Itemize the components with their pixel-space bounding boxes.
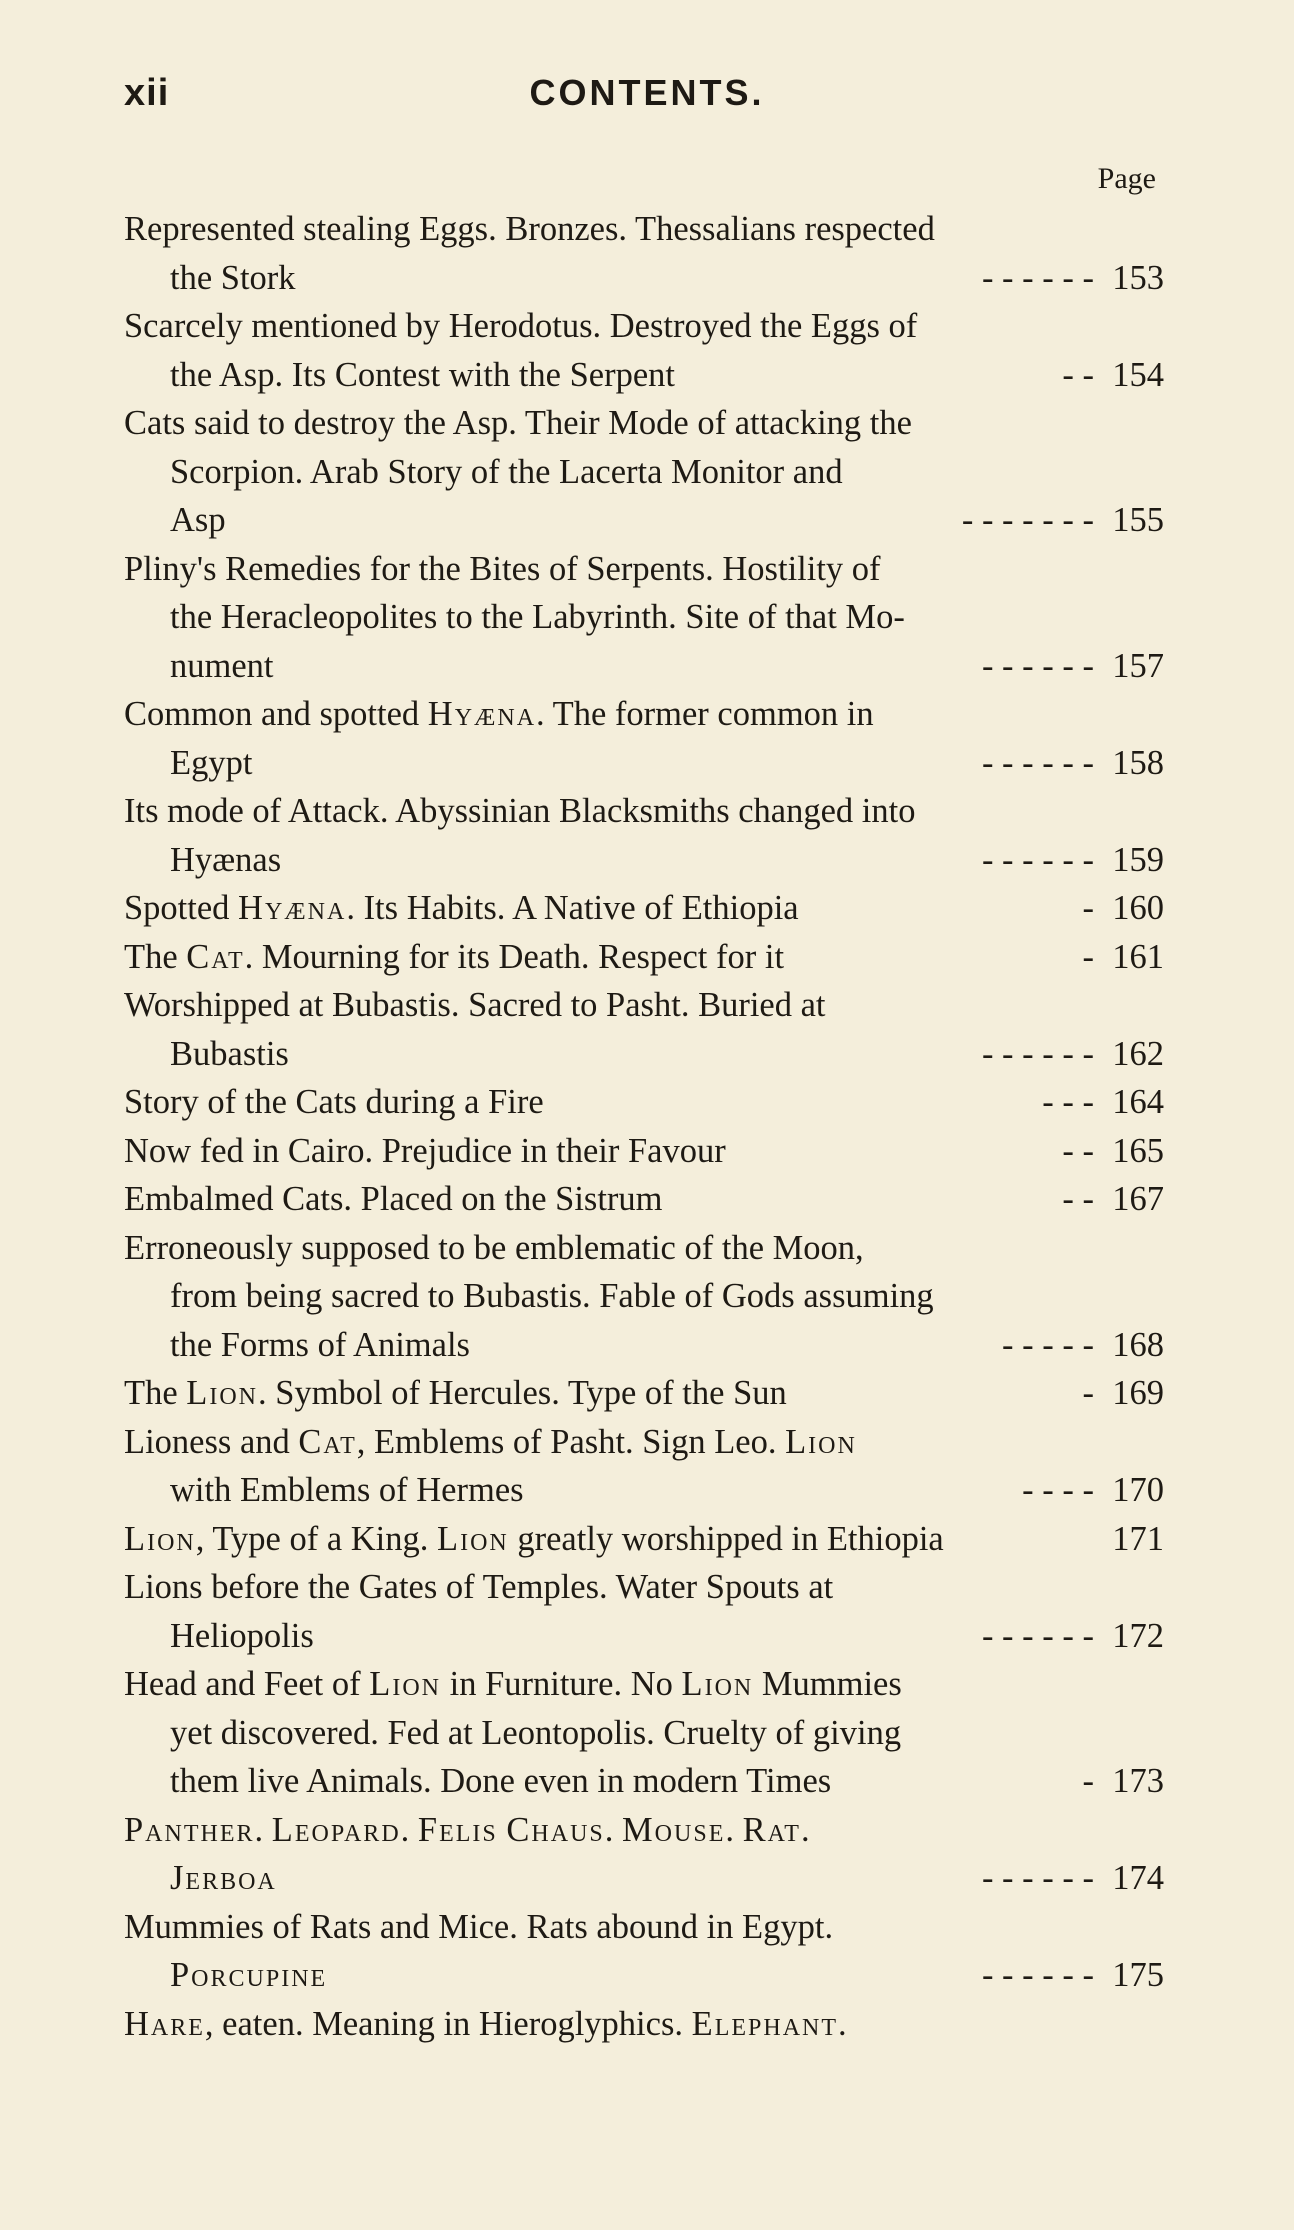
toc-entry-text: Embalmed Cats. Placed on the Sistrum — [124, 1180, 663, 1218]
toc-page-number: 161 — [1112, 937, 1164, 976]
dot-leader: - - — [1062, 1131, 1094, 1170]
dot-leader: - - - - - - — [981, 258, 1094, 297]
toc-page-number: 168 — [1112, 1325, 1164, 1364]
toc-entry — [124, 2000, 1164, 2049]
toc-entry-text: the Stork — [170, 258, 296, 297]
toc-entry-text: the Forms of Animals — [170, 1325, 470, 1364]
toc-entry-text: Head and Feet of Lion in Furniture. No Lion Mummies — [124, 1665, 902, 1703]
toc-entry-line — [124, 981, 1164, 1030]
toc-entry-line — [124, 1127, 1164, 1176]
toc-entry-line — [124, 642, 1164, 691]
toc-entry-text: Bubastis — [170, 1034, 289, 1073]
toc-entry-line — [124, 399, 1164, 448]
toc-entry-text: Lioness and Cat, Emblems of Pasht. Sign Leo. Lion — [124, 1422, 857, 1461]
toc-page-number: 160 — [1112, 889, 1164, 927]
toc-entry-line — [124, 254, 1164, 303]
toc-page-number: 158 — [1112, 743, 1164, 782]
dot-leader: - - - - - - — [981, 743, 1094, 782]
toc-entry-line — [124, 351, 1164, 400]
toc-entry-line — [124, 1660, 1164, 1709]
toc-entry-text: Now fed in Cairo. Prejudice in their Favour — [124, 1131, 726, 1170]
toc-entry — [124, 1515, 1164, 1564]
page-number: xii — [124, 72, 170, 114]
toc-entry-line — [124, 1612, 1164, 1661]
toc-entry-text: with Emblems of Hermes — [170, 1471, 524, 1509]
toc-entry-line — [124, 1175, 1164, 1224]
toc-entry — [124, 1175, 1164, 1224]
toc-entry-line — [124, 1466, 1164, 1515]
toc-page-number: 153 — [1112, 258, 1164, 297]
toc-entry-text: Cats said to destroy the Asp. Their Mode of attacking the — [124, 404, 912, 442]
dot-leader: - - - - — [1022, 1471, 1094, 1509]
toc-page-number: 155 — [1112, 501, 1164, 539]
toc-entry — [124, 1369, 1164, 1418]
toc-entry — [124, 1127, 1164, 1176]
dot-leader: - - - — [1042, 1083, 1094, 1121]
toc-entry-line — [124, 1903, 1164, 1952]
toc-page-number: 154 — [1112, 355, 1164, 394]
toc-entry-line — [124, 1078, 1164, 1127]
toc-entry-text: Scorpion. Arab Story of the Lacerta Monitor and — [170, 452, 843, 491]
toc-entry — [124, 1224, 1164, 1370]
toc-entry-text: Erroneously supposed to be emblematic of the Moon, — [124, 1228, 864, 1267]
dot-leader: - - - - - - — [981, 646, 1094, 685]
toc-entry — [124, 545, 1164, 691]
toc-entry-line — [124, 205, 1164, 254]
toc-entry — [124, 1903, 1164, 2000]
dot-leader: - - - - - - — [981, 1859, 1094, 1897]
toc-page-number: 173 — [1112, 1762, 1164, 1800]
toc-entry — [124, 1078, 1164, 1127]
toc-entry-line — [124, 1030, 1164, 1079]
toc-entry-text: yet discovered. Fed at Leontopolis. Cruelty of giving — [170, 1713, 902, 1752]
toc-page-number: 165 — [1112, 1131, 1164, 1170]
dot-leader: - - — [1062, 355, 1094, 394]
toc-page-number: 167 — [1112, 1180, 1164, 1218]
toc-entry-line — [124, 2000, 1164, 2049]
dot-leader — [944, 1515, 1106, 1564]
dot-leader: - - — [1062, 1180, 1094, 1218]
toc-entry-text: Spotted Hyæna. Its Habits. A Native of Ethiopia — [124, 889, 799, 927]
toc-page-number: 169 — [1112, 1374, 1164, 1412]
toc-entry — [124, 981, 1164, 1078]
toc-entry-line — [124, 1418, 1164, 1467]
contents-list — [124, 205, 1164, 2048]
toc-entry-text: Asp — [170, 501, 226, 539]
toc-entry-text: them live Animals. Done even in modern Times — [170, 1762, 832, 1800]
toc-entry — [124, 1660, 1164, 1806]
toc-entry-line — [124, 1563, 1164, 1612]
toc-page-number: 175 — [1112, 1956, 1164, 1994]
toc-page-number — [1106, 2000, 1164, 2049]
toc-entry-line — [124, 690, 1164, 739]
toc-entry-line — [124, 739, 1164, 788]
toc-entry-line — [124, 933, 1164, 982]
toc-page-number: 164 — [1112, 1083, 1164, 1121]
toc-page-number: 171 — [1112, 1519, 1164, 1558]
toc-entry-line — [124, 302, 1164, 351]
toc-entry-text: Lions before the Gates of Temples. Water Spouts at — [124, 1568, 834, 1606]
page-column-label: Page — [1097, 162, 1156, 195]
toc-page-number: 159 — [1112, 840, 1164, 879]
toc-entry — [124, 1418, 1164, 1515]
dot-leader — [847, 2000, 1106, 2049]
toc-entry — [124, 1806, 1164, 1903]
dot-leader: - - - - - - — [981, 1034, 1094, 1073]
toc-entry-text: the Heracleopolites to the Labyrinth. Site of that Mo- — [170, 598, 905, 636]
toc-entry-text: Lion, Type of a King. Lion greatly worshipped in Ethiopia — [124, 1519, 944, 1558]
toc-entry-line — [124, 593, 1164, 642]
toc-entry-line — [124, 1951, 1164, 2000]
toc-entry-text: Story of the Cats during a Fire — [124, 1083, 544, 1121]
toc-entry-text: Scarcely mentioned by Herodotus. Destroyed the Eggs of — [124, 307, 918, 345]
toc-page-number: 172 — [1112, 1616, 1164, 1655]
dot-leader: - — [1082, 1374, 1094, 1412]
toc-entry-text: Porcupine — [170, 1956, 328, 1994]
toc-entry-line — [124, 496, 1164, 545]
dot-leader: - — [1082, 1762, 1094, 1800]
toc-entry — [124, 933, 1164, 982]
toc-entry-text: Hyænas — [170, 840, 282, 879]
dot-leader: - - - - - - — [981, 1956, 1094, 1994]
toc-entry-text: from being sacred to Bubastis. Fable of Gods assuming — [170, 1277, 934, 1315]
toc-entry-line — [124, 1709, 1164, 1758]
dot-leader: - — [1082, 889, 1094, 927]
toc-page-number: 170 — [1112, 1471, 1164, 1509]
toc-entry — [124, 690, 1164, 787]
toc-entry-line — [124, 448, 1164, 497]
toc-entry — [124, 399, 1164, 545]
toc-entry-line — [124, 884, 1164, 933]
toc-entry-text: Egypt — [170, 743, 253, 782]
toc-page-number: 162 — [1112, 1034, 1164, 1073]
toc-entry — [124, 787, 1164, 884]
toc-entry-line — [124, 1854, 1164, 1903]
dot-leader: - - - - - - — [981, 1616, 1094, 1655]
toc-entry-text: the Asp. Its Contest with the Serpent — [170, 355, 676, 394]
toc-entry-line — [124, 1369, 1164, 1418]
toc-entry-line — [124, 1272, 1164, 1321]
toc-entry-line — [124, 545, 1164, 594]
toc-entry-text: Worshipped at Bubastis. Sacred to Pasht. Buried at — [124, 986, 826, 1024]
toc-entry-text: Heliopolis — [170, 1616, 314, 1655]
toc-entry-line — [124, 1806, 1164, 1855]
dot-leader: - - - - - - — [981, 840, 1094, 879]
running-head — [0, 72, 1294, 120]
toc-entry-text: Panther. Leopard. Felis Chaus. Mouse. Rat. — [124, 1810, 810, 1849]
toc-entry-text: Its mode of Attack. Abyssinian Blacksmiths changed into — [124, 792, 916, 830]
toc-entry-text: The Cat. Mourning for its Death. Respect for it — [124, 937, 785, 976]
toc-entry-line — [124, 787, 1164, 836]
toc-entry — [124, 884, 1164, 933]
toc-entry-text: Pliny's Remedies for the Bites of Serpents. Hostility of — [124, 549, 881, 588]
toc-entry-text: Mummies of Rats and Mice. Rats abound in Egypt. — [124, 1907, 834, 1946]
toc-entry-text: Jerboa — [170, 1859, 277, 1897]
dot-leader: - — [1082, 937, 1094, 976]
toc-entry-text: Represented stealing Eggs. Bronzes. Thessalians respected — [124, 210, 935, 248]
toc-entry — [124, 205, 1164, 302]
toc-entry-line — [124, 836, 1164, 885]
toc-entry — [124, 302, 1164, 399]
toc-entry-text: The Lion. Symbol of Hercules. Type of the Sun — [124, 1374, 787, 1412]
toc-entry-text: Hare, eaten. Meaning in Hieroglyphics. Elephant. — [124, 2004, 847, 2043]
page-title: CONTENTS. — [529, 72, 765, 113]
dot-leader: - - - - - — [1002, 1325, 1094, 1364]
toc-entry-text: Common and spotted Hyæna. The former common in — [124, 695, 874, 733]
toc-entry-line — [124, 1224, 1164, 1273]
toc-entry-text: nument — [170, 646, 274, 685]
toc-entry — [124, 1563, 1164, 1660]
dot-leader: - - - - - - - — [961, 501, 1094, 539]
toc-entry-line — [124, 1321, 1164, 1370]
toc-page-number: 157 — [1112, 646, 1164, 685]
toc-page-number: 174 — [1112, 1859, 1164, 1897]
toc-entry-line — [124, 1757, 1164, 1806]
toc-entry-line — [124, 1515, 1164, 1564]
